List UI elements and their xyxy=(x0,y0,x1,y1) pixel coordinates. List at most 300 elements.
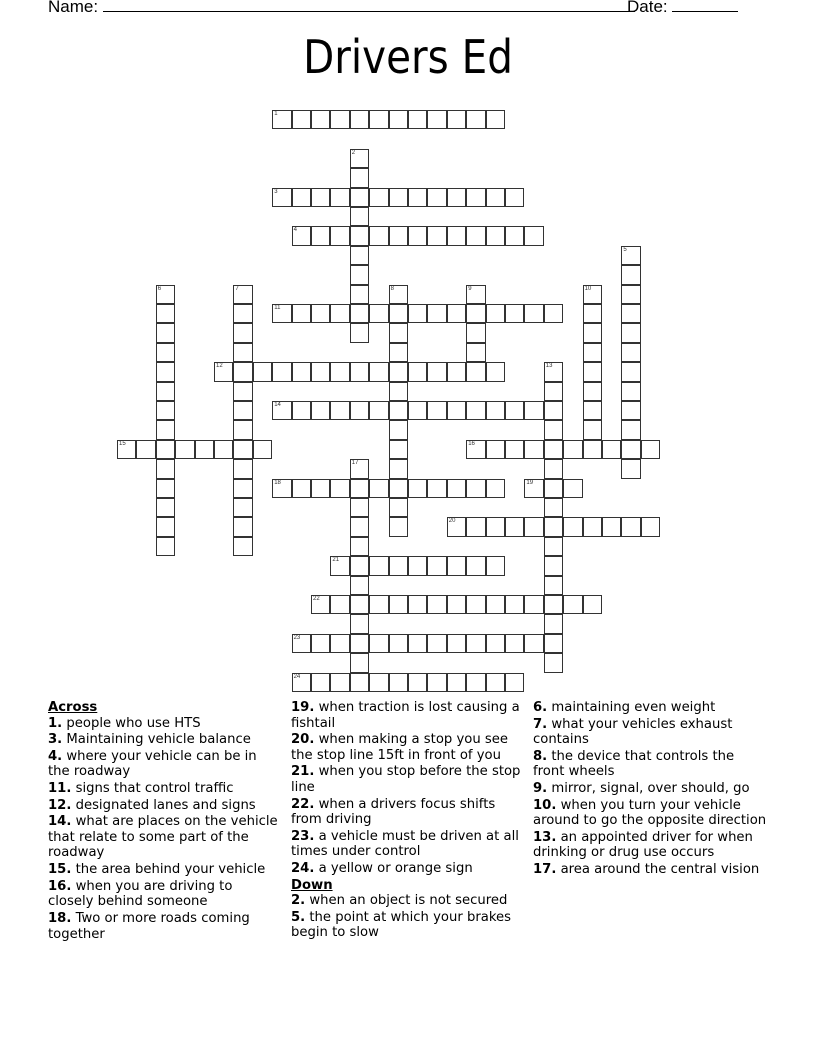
grid-cell[interactable] xyxy=(486,362,505,381)
grid-cell[interactable] xyxy=(311,634,330,653)
grid-cell[interactable] xyxy=(369,401,388,420)
grid-cell[interactable] xyxy=(330,304,349,323)
grid-cell[interactable] xyxy=(621,265,640,284)
grid-cell[interactable] xyxy=(292,673,311,692)
grid-cell[interactable] xyxy=(486,401,505,420)
grid-cell[interactable] xyxy=(621,246,640,265)
grid-cell[interactable] xyxy=(408,401,427,420)
grid-cell[interactable] xyxy=(330,188,349,207)
clue-number: 19 xyxy=(526,479,534,486)
grid-cell[interactable] xyxy=(350,498,369,517)
grid-cell[interactable] xyxy=(641,440,660,459)
grid-cell[interactable] xyxy=(583,420,602,439)
grid-cell[interactable] xyxy=(505,634,524,653)
grid-cell[interactable] xyxy=(369,188,388,207)
grid-cell[interactable] xyxy=(447,304,466,323)
grid-cell[interactable] xyxy=(621,304,640,323)
grid-cell[interactable] xyxy=(505,188,524,207)
grid-cell[interactable] xyxy=(524,595,543,614)
clue-down-13: 13. an appointed driver for when drinking or drug use occurs xyxy=(533,829,753,861)
grid-cell[interactable] xyxy=(447,401,466,420)
grid-cell[interactable] xyxy=(544,634,563,653)
clue-number: 4 xyxy=(293,227,297,234)
grid-cell[interactable] xyxy=(544,382,563,401)
grid-cell[interactable] xyxy=(330,226,349,245)
grid-cell[interactable] xyxy=(369,595,388,614)
grid-cell[interactable] xyxy=(544,420,563,439)
grid-cell[interactable] xyxy=(602,440,621,459)
grid-cell[interactable] xyxy=(156,343,175,362)
grid-cell[interactable] xyxy=(427,479,446,498)
clue-down-7: 7. what your vehicles exhaust contains xyxy=(533,716,733,748)
grid-cell[interactable] xyxy=(369,556,388,575)
grid-cell[interactable] xyxy=(544,362,563,381)
grid-cell[interactable] xyxy=(544,653,563,672)
grid-cell[interactable] xyxy=(156,304,175,323)
grid-cell[interactable] xyxy=(544,498,563,517)
clue-number: 24 xyxy=(293,673,301,680)
clue-across-21: 21. when you stop before the stop line xyxy=(291,764,521,795)
grid-cell[interactable] xyxy=(583,401,602,420)
grid-cell[interactable] xyxy=(292,110,311,129)
grid-cell[interactable] xyxy=(330,556,349,575)
grid-cell[interactable] xyxy=(544,517,563,536)
grid-cell[interactable] xyxy=(583,382,602,401)
grid-cell[interactable] xyxy=(272,479,291,498)
grid-cell[interactable] xyxy=(350,188,369,207)
grid-cell[interactable] xyxy=(292,304,311,323)
clue-across-3: 3. Maintaining vehicle balance xyxy=(48,732,251,748)
grid-cell[interactable] xyxy=(292,634,311,653)
grid-cell[interactable] xyxy=(156,517,175,536)
grid-cell[interactable] xyxy=(544,304,563,323)
across-heading: Across xyxy=(48,700,98,715)
grid-cell[interactable] xyxy=(486,673,505,692)
grid-cell[interactable] xyxy=(350,207,369,226)
grid-cell[interactable] xyxy=(292,362,311,381)
grid-cell[interactable] xyxy=(156,498,175,517)
grid-cell[interactable] xyxy=(544,537,563,556)
grid-cell[interactable] xyxy=(466,188,485,207)
grid-cell[interactable] xyxy=(505,440,524,459)
grid-cell[interactable] xyxy=(583,517,602,536)
grid-cell[interactable] xyxy=(389,304,408,323)
grid-cell[interactable] xyxy=(233,479,252,498)
grid-cell[interactable] xyxy=(389,285,408,304)
grid-cell[interactable] xyxy=(389,459,408,478)
grid-cell[interactable] xyxy=(389,362,408,381)
clue-number: 16 xyxy=(468,440,475,447)
grid-cell[interactable] xyxy=(427,110,446,129)
grid-cell[interactable] xyxy=(524,401,543,420)
grid-cell[interactable] xyxy=(389,401,408,420)
grid-cell[interactable] xyxy=(524,440,543,459)
grid-cell[interactable] xyxy=(466,401,485,420)
grid-cell[interactable] xyxy=(272,401,291,420)
name-label: Name: xyxy=(48,0,99,16)
clue-number: 21 xyxy=(332,557,340,564)
grid-cell[interactable] xyxy=(447,362,466,381)
grid-cell[interactable] xyxy=(350,537,369,556)
grid-cell[interactable] xyxy=(350,459,369,478)
clue-number: 6 xyxy=(157,285,162,292)
grid-cell[interactable] xyxy=(408,304,427,323)
grid-cell[interactable] xyxy=(583,285,602,304)
grid-cell[interactable] xyxy=(233,517,252,536)
grid-cell[interactable] xyxy=(583,304,602,323)
grid-cell[interactable] xyxy=(330,479,349,498)
grid-cell[interactable] xyxy=(621,401,640,420)
clue-number: 22 xyxy=(313,596,320,602)
grid-cell[interactable] xyxy=(156,323,175,342)
grid-cell[interactable] xyxy=(466,440,485,459)
grid-cell[interactable] xyxy=(350,576,369,595)
clue-number: 8 xyxy=(390,285,394,292)
grid-cell[interactable] xyxy=(486,556,505,575)
grid-cell[interactable] xyxy=(389,673,408,692)
grid-cell[interactable] xyxy=(583,323,602,342)
clue-down-17: 17. area around the central vision xyxy=(533,862,760,878)
grid-cell[interactable] xyxy=(466,362,485,381)
grid-cell[interactable] xyxy=(350,653,369,672)
grid-cell[interactable] xyxy=(156,285,175,304)
grid-cell[interactable] xyxy=(466,673,485,692)
grid-cell[interactable] xyxy=(350,265,369,284)
grid-cell[interactable] xyxy=(350,595,369,614)
grid-cell[interactable] xyxy=(505,673,524,692)
grid-cell[interactable] xyxy=(311,362,330,381)
clue-down-8: 8. the device that controls the front wheels xyxy=(533,748,735,780)
grid-cell[interactable] xyxy=(544,459,563,478)
grid-cell[interactable] xyxy=(330,595,349,614)
grid-cell[interactable] xyxy=(389,498,408,517)
clue-number: 14 xyxy=(274,402,281,408)
grid-cell[interactable] xyxy=(156,459,175,478)
grid-cell[interactable] xyxy=(233,304,252,323)
clue-number: 18 xyxy=(274,479,281,486)
clue-number: 1 xyxy=(274,111,278,117)
grid-cell[interactable] xyxy=(524,304,543,323)
grid-cell[interactable] xyxy=(350,285,369,304)
grid-cell[interactable] xyxy=(505,226,524,245)
grid-cell[interactable] xyxy=(330,673,349,692)
grid-cell[interactable] xyxy=(350,362,369,381)
grid-cell[interactable] xyxy=(369,304,388,323)
grid-cell[interactable] xyxy=(544,576,563,595)
grid-cell[interactable] xyxy=(466,110,485,129)
grid-cell[interactable] xyxy=(350,673,369,692)
grid-cell[interactable] xyxy=(369,110,388,129)
grid-cell[interactable] xyxy=(389,517,408,536)
clue-across-20: 20. when making a stop you see the stop line 15ft in front of you xyxy=(291,732,509,763)
grid-cell[interactable] xyxy=(447,673,466,692)
grid-cell[interactable] xyxy=(524,517,543,536)
grid-cell[interactable] xyxy=(486,440,505,459)
grid-cell[interactable] xyxy=(311,401,330,420)
grid-cell[interactable] xyxy=(311,226,330,245)
grid-cell[interactable] xyxy=(447,226,466,245)
grid-cell[interactable] xyxy=(233,382,252,401)
grid-cell[interactable] xyxy=(544,440,563,459)
grid-cell[interactable] xyxy=(544,401,563,420)
grid-cell[interactable] xyxy=(214,440,233,459)
grid-cell[interactable] xyxy=(466,634,485,653)
grid-cell[interactable] xyxy=(563,517,582,536)
grid-cell[interactable] xyxy=(156,401,175,420)
grid-cell[interactable] xyxy=(233,420,252,439)
grid-cell[interactable] xyxy=(389,440,408,459)
grid-cell[interactable] xyxy=(486,304,505,323)
grid-cell[interactable] xyxy=(389,420,408,439)
grid-cell[interactable] xyxy=(447,110,466,129)
grid-cell[interactable] xyxy=(466,323,485,342)
grid-cell[interactable] xyxy=(621,440,640,459)
grid-cell[interactable] xyxy=(621,323,640,342)
grid-cell[interactable] xyxy=(427,595,446,614)
grid-cell[interactable] xyxy=(447,634,466,653)
grid-cell[interactable] xyxy=(233,343,252,362)
grid-cell[interactable] xyxy=(447,188,466,207)
grid-cell[interactable] xyxy=(466,479,485,498)
grid-cell[interactable] xyxy=(427,634,446,653)
grid-cell[interactable] xyxy=(350,149,369,168)
grid-cell[interactable] xyxy=(602,517,621,536)
grid-cell[interactable] xyxy=(272,110,291,129)
grid-cell[interactable] xyxy=(175,440,194,459)
grid-cell[interactable] xyxy=(292,401,311,420)
grid-cell[interactable] xyxy=(389,323,408,342)
grid-cell[interactable] xyxy=(563,440,582,459)
grid-cell[interactable] xyxy=(233,440,252,459)
grid-cell[interactable] xyxy=(427,362,446,381)
grid-cell[interactable] xyxy=(156,537,175,556)
grid-cell[interactable] xyxy=(563,479,582,498)
grid-cell[interactable] xyxy=(350,614,369,633)
grid-cell[interactable] xyxy=(233,401,252,420)
grid-cell[interactable] xyxy=(233,362,252,381)
grid-cell[interactable] xyxy=(311,110,330,129)
grid-cell[interactable] xyxy=(233,459,252,478)
grid-cell[interactable] xyxy=(524,226,543,245)
grid-cell[interactable] xyxy=(350,226,369,245)
grid-cell[interactable] xyxy=(350,323,369,342)
grid-cell[interactable] xyxy=(292,188,311,207)
grid-cell[interactable] xyxy=(486,188,505,207)
grid-cell[interactable] xyxy=(389,382,408,401)
grid-cell[interactable] xyxy=(544,595,563,614)
clue-across-11: 11. signs that control traffic xyxy=(48,781,234,797)
grid-cell[interactable] xyxy=(233,537,252,556)
grid-cell[interactable] xyxy=(505,304,524,323)
grid-cell[interactable] xyxy=(583,440,602,459)
grid-cell[interactable] xyxy=(427,556,446,575)
grid-cell[interactable] xyxy=(427,304,446,323)
grid-cell[interactable] xyxy=(583,343,602,362)
grid-cell[interactable] xyxy=(117,440,136,459)
grid-cell[interactable] xyxy=(350,110,369,129)
grid-cell[interactable] xyxy=(330,634,349,653)
grid-cell[interactable] xyxy=(253,362,272,381)
grid-cell[interactable] xyxy=(408,595,427,614)
grid-cell[interactable] xyxy=(408,362,427,381)
grid-cell[interactable] xyxy=(466,285,485,304)
grid-cell[interactable] xyxy=(233,285,252,304)
clues-column-1 xyxy=(48,700,278,943)
grid-cell[interactable] xyxy=(311,188,330,207)
clue-across-1: 1. people who use HTS xyxy=(48,715,201,731)
clue-number: 13 xyxy=(545,363,553,370)
grid-cell[interactable] xyxy=(292,226,311,245)
grid-cell[interactable] xyxy=(330,362,349,381)
grid-cell[interactable] xyxy=(621,459,640,478)
grid-cell[interactable] xyxy=(427,188,446,207)
grid-cell[interactable] xyxy=(369,362,388,381)
grid-cell[interactable] xyxy=(253,440,272,459)
grid-cell[interactable] xyxy=(195,440,214,459)
grid-cell[interactable] xyxy=(447,479,466,498)
grid-cell[interactable] xyxy=(311,479,330,498)
grid-cell[interactable] xyxy=(389,595,408,614)
grid-cell[interactable] xyxy=(427,401,446,420)
grid-cell[interactable] xyxy=(350,517,369,536)
grid-cell[interactable] xyxy=(466,556,485,575)
grid-cell[interactable] xyxy=(350,246,369,265)
grid-cell[interactable] xyxy=(544,556,563,575)
clue-across-15: 15. the area behind your vehicle xyxy=(48,862,266,878)
grid-cell[interactable] xyxy=(486,595,505,614)
grid-cell[interactable] xyxy=(466,517,485,536)
grid-cell[interactable] xyxy=(389,556,408,575)
clue-down-2: 2. when an object is not secured xyxy=(291,893,508,909)
grid-cell[interactable] xyxy=(233,323,252,342)
clues-column-2 xyxy=(291,700,523,942)
grid-cell[interactable] xyxy=(292,479,311,498)
grid-cell[interactable] xyxy=(156,362,175,381)
grid-cell[interactable] xyxy=(544,479,563,498)
clue-number: 3 xyxy=(274,188,278,195)
grid-cell[interactable] xyxy=(408,634,427,653)
clues-column-3 xyxy=(533,700,768,879)
clue-across-24: 24. a yellow or orange sign xyxy=(291,860,473,876)
grid-cell[interactable] xyxy=(486,634,505,653)
grid-cell[interactable] xyxy=(486,110,505,129)
grid-cell[interactable] xyxy=(389,110,408,129)
grid-cell[interactable] xyxy=(389,188,408,207)
grid-cell[interactable] xyxy=(621,382,640,401)
grid-cell[interactable] xyxy=(466,343,485,362)
grid-cell[interactable] xyxy=(311,673,330,692)
clue-number: 11 xyxy=(274,305,281,311)
grid-cell[interactable] xyxy=(350,634,369,653)
grid-cell[interactable] xyxy=(408,188,427,207)
grid-cell[interactable] xyxy=(389,226,408,245)
grid-cell[interactable] xyxy=(389,343,408,362)
grid-cell[interactable] xyxy=(524,479,543,498)
grid-cell[interactable] xyxy=(524,634,543,653)
grid-cell[interactable] xyxy=(505,595,524,614)
clue-number: 17 xyxy=(351,460,359,467)
clue-across-16: 16. when you are driving to closely behind someone xyxy=(48,878,233,910)
grid-cell[interactable] xyxy=(408,556,427,575)
grid-cell[interactable] xyxy=(641,517,660,536)
clue-across-12: 12. designated lanes and signs xyxy=(48,797,256,813)
grid-cell[interactable] xyxy=(350,556,369,575)
clue-across-4: 4. where your vehicle can be in the roadway xyxy=(48,748,257,780)
grid-cell[interactable] xyxy=(621,343,640,362)
grid-cell[interactable] xyxy=(583,362,602,381)
grid-cell[interactable] xyxy=(330,401,349,420)
grid-cell[interactable] xyxy=(563,595,582,614)
grid-cell[interactable] xyxy=(311,304,330,323)
grid-cell[interactable] xyxy=(156,420,175,439)
grid-cell[interactable] xyxy=(466,304,485,323)
grid-cell[interactable] xyxy=(486,226,505,245)
grid-cell[interactable] xyxy=(427,673,446,692)
grid-cell[interactable] xyxy=(272,188,291,207)
clue-number: 5 xyxy=(623,246,627,253)
clue-across-19: 19. when traction is lost causing a fishtail xyxy=(291,700,520,731)
grid-cell[interactable] xyxy=(583,595,602,614)
grid-cell[interactable] xyxy=(621,420,640,439)
grid-cell[interactable] xyxy=(389,634,408,653)
grid-cell[interactable] xyxy=(544,614,563,633)
grid-cell[interactable] xyxy=(408,479,427,498)
grid-cell[interactable] xyxy=(505,517,524,536)
grid-cell[interactable] xyxy=(408,110,427,129)
page-title: Drivers Ed xyxy=(303,30,513,84)
clue-number: 15 xyxy=(119,440,126,447)
grid-cell[interactable] xyxy=(369,479,388,498)
grid-cell[interactable] xyxy=(621,517,640,536)
grid-cell[interactable] xyxy=(486,517,505,536)
grid-cell[interactable] xyxy=(621,362,640,381)
grid-cell[interactable] xyxy=(330,110,349,129)
grid-cell[interactable] xyxy=(350,304,369,323)
grid-cell[interactable] xyxy=(466,226,485,245)
clue-across-18: 18. Two or more roads coming together xyxy=(48,911,250,942)
grid-cell[interactable] xyxy=(156,479,175,498)
grid-cell[interactable] xyxy=(369,673,388,692)
grid-cell[interactable] xyxy=(350,479,369,498)
grid-cell[interactable] xyxy=(369,226,388,245)
grid-cell[interactable] xyxy=(408,226,427,245)
down-heading: Down xyxy=(291,877,333,893)
grid-cell[interactable] xyxy=(369,634,388,653)
grid-cell[interactable] xyxy=(466,595,485,614)
grid-cell[interactable] xyxy=(156,440,175,459)
grid-cell[interactable] xyxy=(311,595,330,614)
grid-cell[interactable] xyxy=(350,401,369,420)
grid-cell[interactable] xyxy=(447,517,466,536)
grid-cell[interactable] xyxy=(447,556,466,575)
grid-cell[interactable] xyxy=(427,226,446,245)
grid-cell[interactable] xyxy=(156,382,175,401)
grid-cell[interactable] xyxy=(233,498,252,517)
grid-cell[interactable] xyxy=(272,362,291,381)
grid-cell[interactable] xyxy=(486,479,505,498)
clue-across-22: 22. when a drivers focus shifts from driving xyxy=(291,796,496,828)
grid-cell[interactable] xyxy=(214,362,233,381)
clue-down-6: 6. maintaining even weight xyxy=(533,700,716,715)
grid-cell[interactable] xyxy=(272,304,291,323)
grid-cell[interactable] xyxy=(505,401,524,420)
grid-cell[interactable] xyxy=(447,595,466,614)
grid-cell[interactable] xyxy=(136,440,155,459)
grid-cell[interactable] xyxy=(408,673,427,692)
grid-cell[interactable] xyxy=(389,479,408,498)
grid-cell[interactable] xyxy=(350,168,369,187)
grid-cell[interactable] xyxy=(621,285,640,304)
